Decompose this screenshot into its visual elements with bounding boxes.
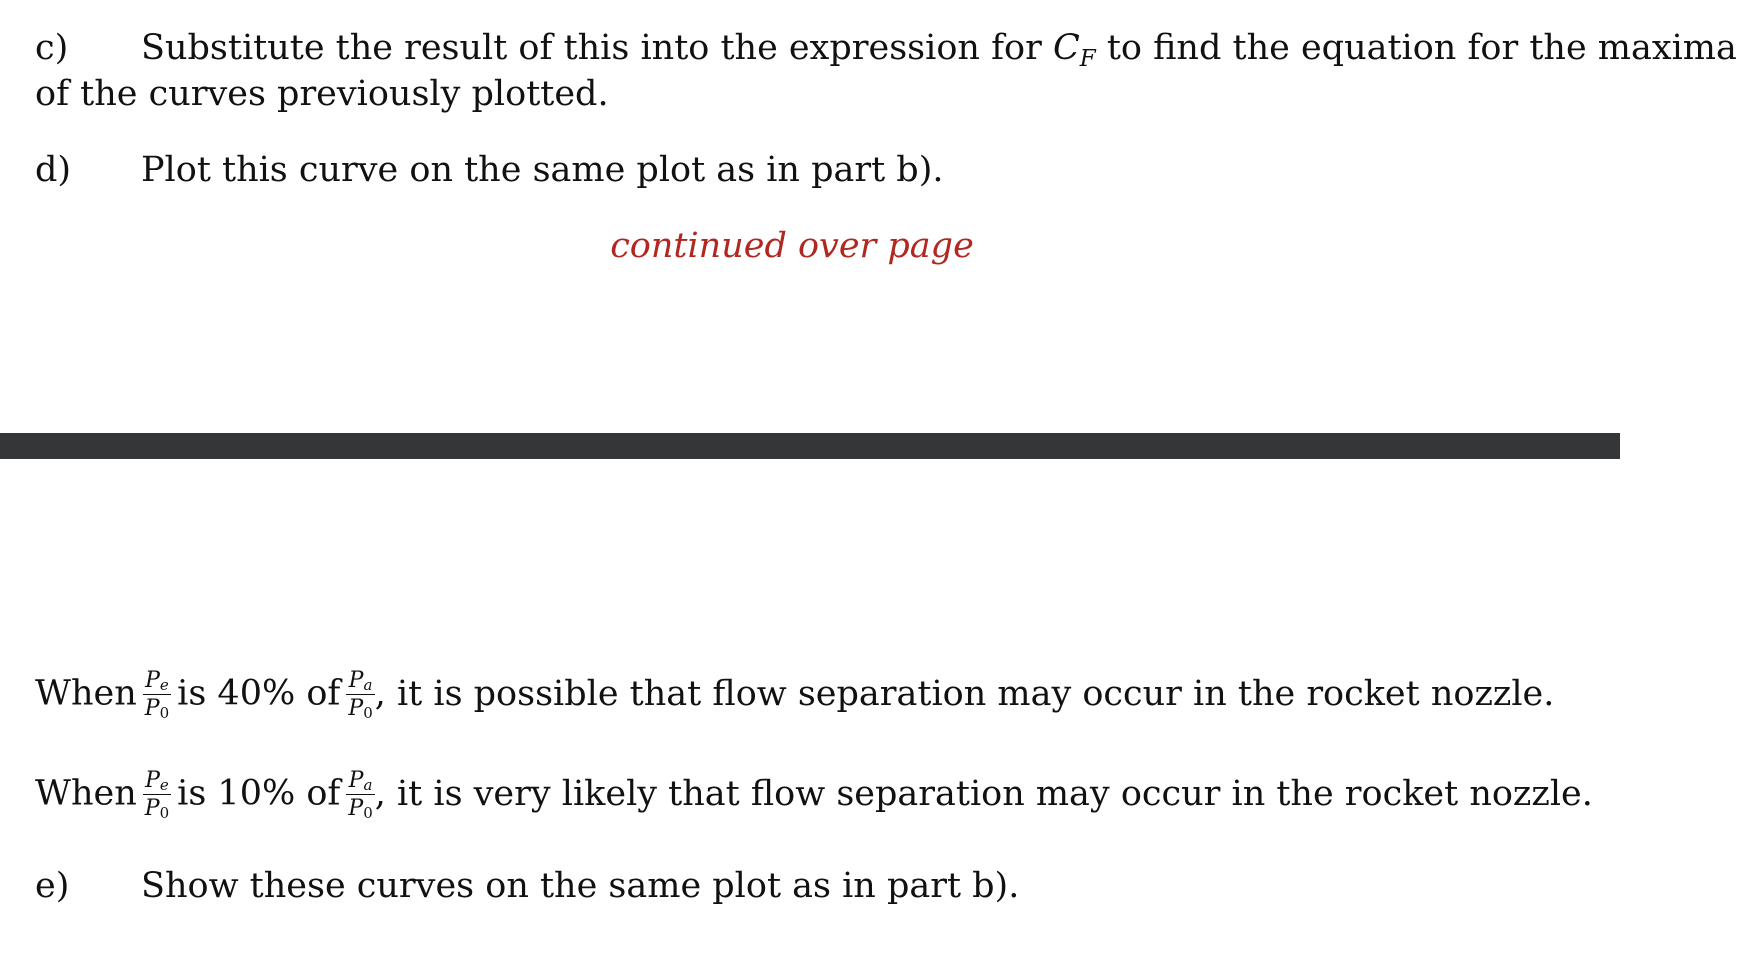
- part-c-text-after: to find the equation for the maxima: [1095, 28, 1737, 68]
- statement-1-end: , it is possible that flow separation may occur in the rocket nozzle.: [374, 673, 1555, 714]
- part-d-text: Plot this curve on the same plot as in part b).: [141, 150, 944, 190]
- continued-over-page: continued over page: [610, 226, 974, 266]
- statement-2: [35, 770, 1593, 820]
- statement-1-middle: is 40% of: [177, 673, 341, 714]
- statement-1-when: When: [35, 673, 137, 714]
- statement-2-end: , it is very likely that flow separation may occur in the rocket nozzle.: [374, 773, 1593, 814]
- pe-over-p0-fraction: $\frac{P_e}{P_0}$: [144, 668, 170, 722]
- part-d-label: d): [35, 150, 72, 190]
- statement-1: [35, 670, 1554, 720]
- part-c-line-2: of the curves previously plotted.: [35, 74, 609, 114]
- part-c-line-1: [35, 26, 1737, 70]
- part-c-label: c): [35, 28, 69, 68]
- pa-over-p0-fraction: $\frac{P_a}{P_0}$: [348, 668, 373, 722]
- pe-over-p0-fraction: $\frac{P_e}{P_0}$: [144, 768, 170, 822]
- statement-2-middle: is 10% of: [177, 773, 341, 814]
- page-divider: [0, 433, 1620, 459]
- pa-over-p0-fraction: $\frac{P_a}{P_0}$: [348, 768, 373, 822]
- part-c-text-before: Substitute the result of this into the expression for: [141, 28, 1053, 68]
- part-e-line: [35, 864, 1019, 908]
- part-e-text: Show these curves on the same plot as in part b).: [141, 866, 1020, 906]
- cf-symbol: $C_F$: [1052, 28, 1096, 72]
- statement-2-when: When: [35, 773, 137, 814]
- part-d-line: [35, 148, 943, 192]
- part-e-label: e): [35, 866, 70, 906]
